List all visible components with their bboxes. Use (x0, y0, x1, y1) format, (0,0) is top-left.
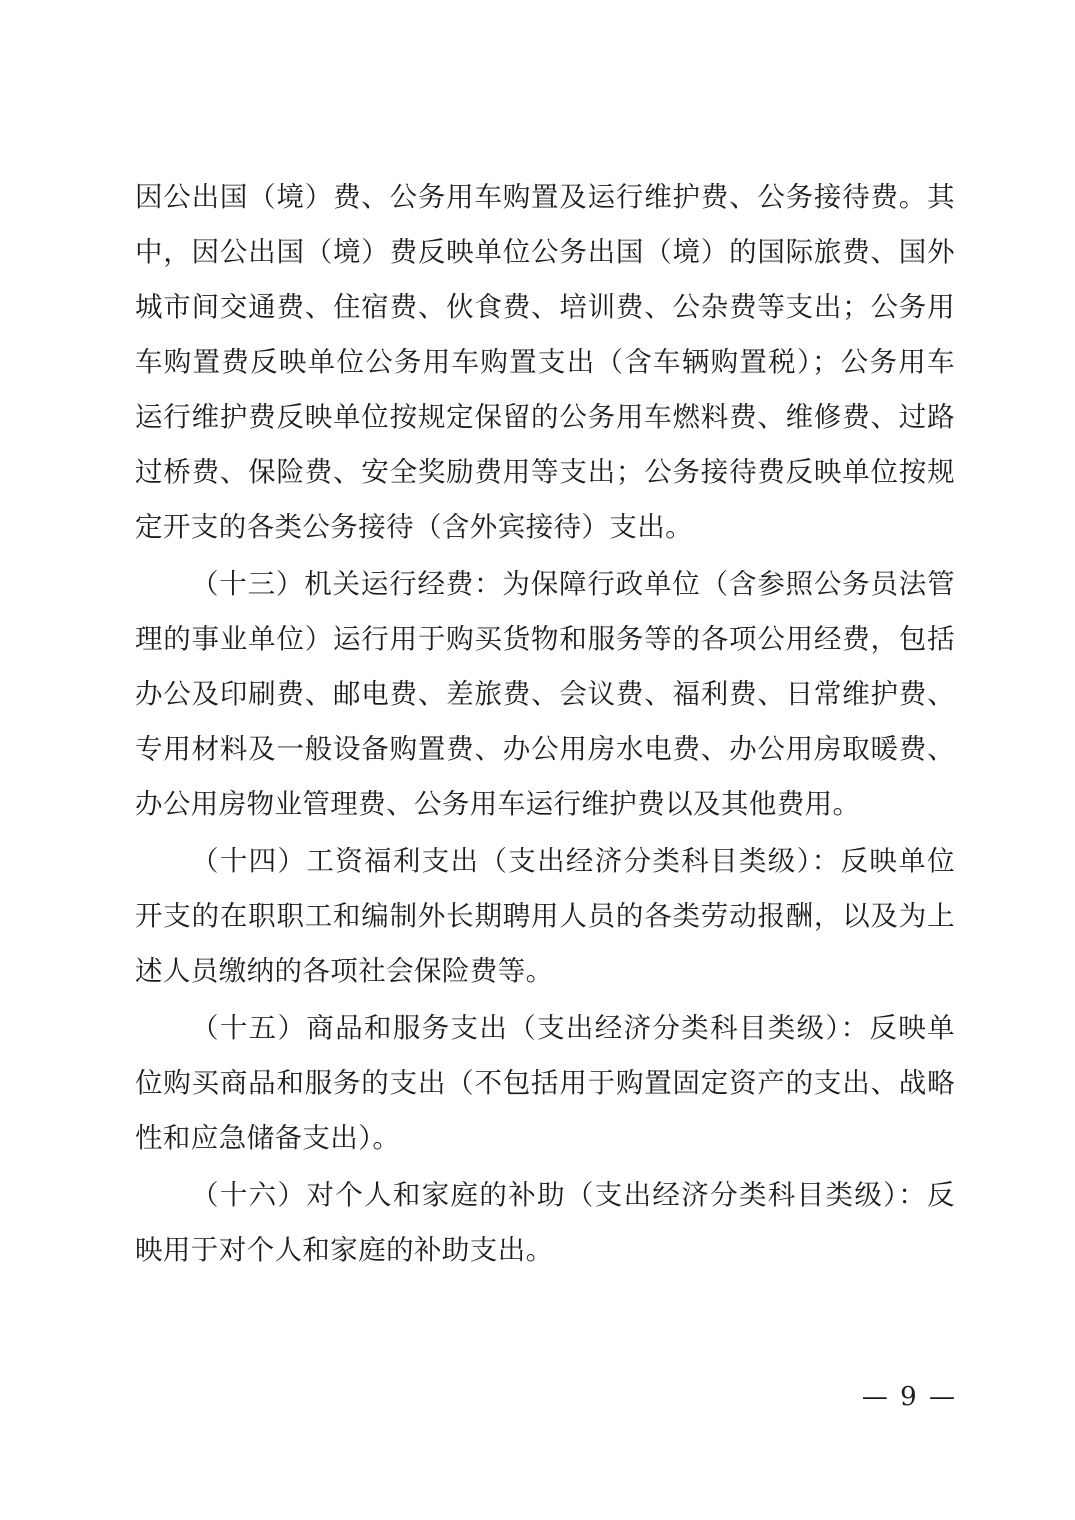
paragraph-2: （十三）机关运行经费：为保障行政单位（含参照公务员法管理的事业单位）运行用于购买货物和服务等的各项公用经费，包括办公及印刷费、邮电费、差旅费、会议费、福利费、日常维护费、专用材料及一般设备购置费、办公用房水电费、办公用房取暖费、办公用房物业管理费、公务用车运行维护费以及其他费用。 (135, 568, 955, 820)
paragraph-4: （十五）商品和服务支出（支出经济分类科目类级）：反映单位购买商品和服务的支出（不包括用于购置固定资产的支出、战略性和应急储备支出）。 (135, 1012, 955, 1154)
paragraph-5: （十六）对个人和家庭的补助（支出经济分类科目类级）：反映用于对个人和家庭的补助支出。 (135, 1179, 955, 1266)
document-body (135, 170, 955, 1278)
paragraph-1: 因公出国（境）费、公务用车购置及运行维护费、公务接待费。其中，因公出国（境）费反映单位公务出国（境）的国际旅费、国外城市间交通费、住宿费、伙食费、培训费、公杂费等支出；公务用车购置费反映单位公务用车购置支出（含车辆购置税）；公务用车运行维护费反映单位按规定保留的公务用车燃料费、维修费、过路过桥费、保险费、安全奖励费用等支出；公务接待费反映单位按规定开支的各类公务接待（含外宾接待）支出。 (135, 181, 955, 543)
paragraph-3: （十四）工资福利支出（支出经济分类科目类级）：反映单位开支的在职职工和编制外长期聘用人员的各类劳动报酬，以及为上述人员缴纳的各项社会保险费等。 (135, 845, 955, 987)
page-number: — 9 — (861, 1382, 957, 1412)
